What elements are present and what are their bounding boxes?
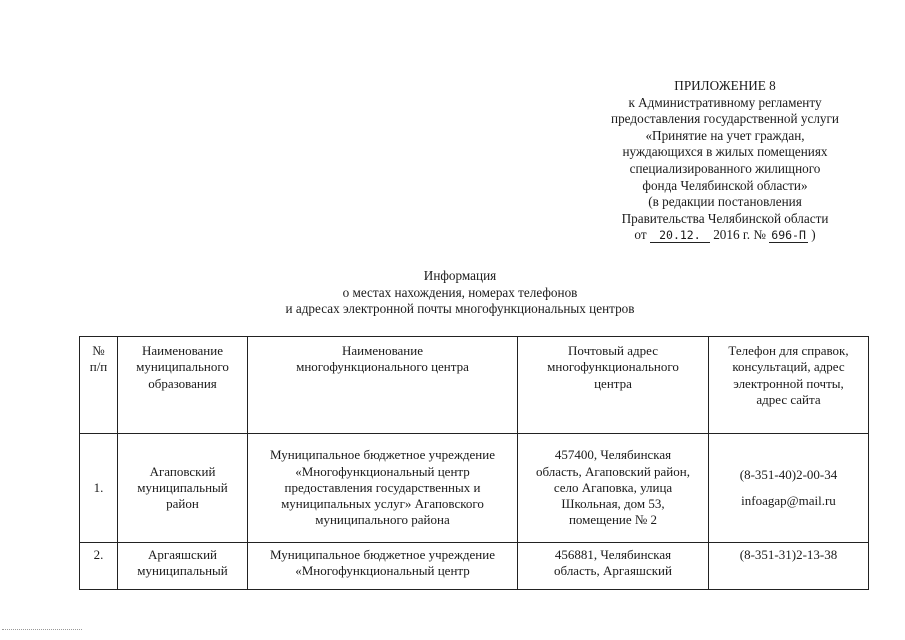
phone-text: (8-351-31)2-13-38 [739, 547, 838, 562]
heading-line: и адресах электронной почты многофункциональных центров [285, 301, 635, 316]
row-number: 2. [80, 543, 118, 590]
header-text: центра [594, 375, 632, 391]
cell-text: муниципальный [137, 479, 228, 495]
heading-line: Информация [423, 268, 497, 283]
cell-text: село Агаповка, улица [553, 479, 673, 495]
cell-text: муниципальных услуг» Агаповского [281, 496, 484, 512]
cell-text: Агаповский [149, 463, 216, 479]
cell-text: предоставления государственных и [284, 479, 481, 495]
cell-text: область, Агаповский район, [536, 463, 690, 479]
table-row [80, 434, 869, 543]
annex-title: ПРИЛОЖЕНИЕ 8 [674, 78, 776, 93]
header-address [518, 337, 709, 434]
annex-line: нуждающихся в жилых помещениях [622, 144, 828, 160]
cell-text: муниципальный [137, 563, 228, 579]
header-text: многофункционального центра [296, 359, 469, 375]
cell-text: Школьная, дом 53, [561, 496, 665, 512]
row-address [518, 543, 709, 590]
email-text: infoagap@mail.ru [741, 493, 836, 508]
row-contacts [709, 434, 869, 543]
cell-text: «Многофункциональный центр [295, 463, 470, 479]
cell-text: «Многофункциональный центр [295, 563, 470, 579]
row-center [248, 543, 518, 590]
annex-line: к Административному регламенту [628, 94, 822, 110]
header-text: консультаций, адрес [732, 359, 845, 375]
phone-text: (8-351-40)2-00-34 [739, 466, 838, 482]
cell-text: Муниципальное бюджетное учреждение [270, 447, 495, 463]
cell-text: Аргаяшский [148, 547, 217, 562]
date-value: 20.12. [650, 229, 710, 243]
cell-text: область, Аргаяшский [554, 563, 672, 579]
cell-text: район [166, 496, 199, 512]
header-text: многофункционального [547, 359, 679, 375]
header-text: Почтовый адрес [568, 343, 658, 358]
header-text: п/п [89, 359, 108, 375]
table-header-row [80, 337, 869, 434]
date-suffix: ) [811, 227, 816, 243]
cell-text: 456881, Челябинская [554, 547, 672, 562]
header-text: Наименование [342, 343, 423, 358]
cell-text: помещение № 2 [568, 512, 658, 528]
header-text: образования [148, 375, 217, 391]
row-address [518, 434, 709, 543]
annex-line: специализированного жилищного [629, 160, 821, 176]
number-value: 696-П [771, 228, 806, 243]
cell-text: 457400, Челябинская [554, 447, 672, 463]
annex-line: фонда Челябинской области» [642, 177, 808, 193]
table-row [80, 543, 869, 590]
scan-artifact [2, 629, 82, 634]
row-municipality [118, 543, 248, 590]
spacer [712, 483, 865, 493]
date-prefix: от [634, 227, 647, 243]
header-text: муниципального [136, 359, 229, 375]
cell-text: Муниципальное бюджетное учреждение [270, 547, 495, 562]
annex-line: «Принятие на учет граждан, [645, 127, 805, 143]
annex-header [590, 78, 860, 244]
annex-line: предоставления государственной услуги [611, 111, 839, 127]
header-text: адрес сайта [756, 391, 821, 407]
annex-line: (в редакции постановления [648, 194, 802, 210]
date-year: 2016 г. № [713, 227, 766, 243]
header-text: Телефон для справок, [728, 343, 849, 358]
header-municipality [118, 337, 248, 434]
row-center [248, 434, 518, 543]
document-heading [200, 268, 720, 318]
cell-text: муниципального района [315, 512, 450, 528]
annex-line: Правительства Челябинской области [621, 210, 829, 226]
row-contacts [709, 543, 869, 590]
row-number: 1. [80, 434, 118, 543]
header-text: электронной почты, [733, 375, 844, 391]
header-number [80, 337, 118, 434]
header-contacts [709, 337, 869, 434]
heading-line: о местах нахождения, номерах телефонов [342, 284, 578, 300]
header-center [248, 337, 518, 434]
row-municipality [118, 434, 248, 543]
header-text: Наименование [142, 343, 223, 358]
header-text: № [92, 343, 105, 358]
mfc-table [79, 336, 869, 590]
annex-date-line [590, 227, 860, 244]
